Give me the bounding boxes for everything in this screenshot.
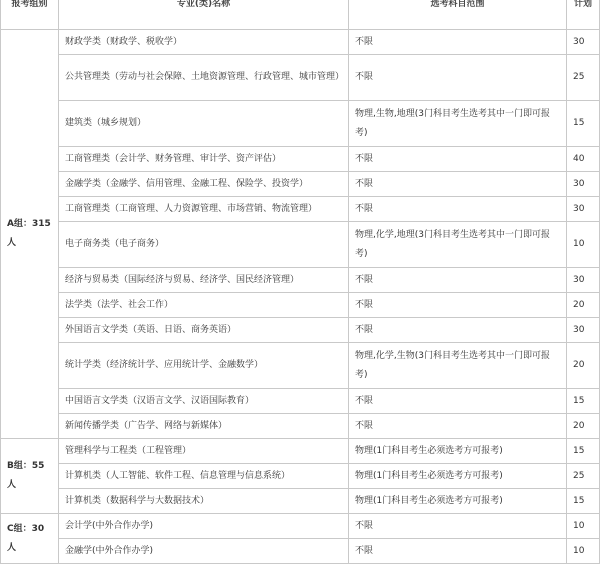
- table-row-subjects: 物理(1门科目考生必须选考方可报考): [349, 489, 567, 514]
- table-row-major: 工商管理类（工商管理、人力资源管理、市场营销、物流管理）: [59, 197, 349, 222]
- table-row-subjects: 物理,化学,生物(3门科目考生选考其中一门即可报考): [349, 343, 567, 389]
- table-row-major: 经济与贸易类（国际经济与贸易、经济学、国民经济管理）: [59, 268, 349, 293]
- table-row-subjects: 不限: [349, 55, 567, 101]
- table-row-major: 法学类（法学、社会工作）: [59, 293, 349, 318]
- table-row-major: 管理科学与工程类（工程管理）: [59, 439, 349, 464]
- table-row-subjects: 不限: [349, 414, 567, 439]
- table-row-subjects: 不限: [349, 147, 567, 172]
- table-row-major: 建筑类（城乡规划）: [59, 101, 349, 147]
- header-major: 专业(类)名称: [59, 0, 349, 30]
- table-row-subjects: 不限: [349, 268, 567, 293]
- table-row-major: 电子商务类（电子商务）: [59, 222, 349, 268]
- table-row-subjects: 不限: [349, 514, 567, 539]
- table-row-subjects: 物理(1门科目考生必须选考方可报考): [349, 439, 567, 464]
- table-row-subjects: 不限: [349, 30, 567, 55]
- table-row-plan: 30: [567, 172, 600, 197]
- table-row-major: 中国语言文学类（汉语言文学、汉语国际教育）: [59, 389, 349, 414]
- group-c-label: C组：30人: [1, 514, 59, 564]
- table-row-plan: 20: [567, 343, 600, 389]
- table-row-plan: 15: [567, 489, 600, 514]
- group-b-label: B组：55人: [1, 439, 59, 514]
- group-a-label: A组：315人: [1, 30, 59, 439]
- table-row-plan: 30: [567, 268, 600, 293]
- table-row-plan: 10: [567, 514, 600, 539]
- table-row-subjects: 物理,生物,地理(3门科目考生选考其中一门即可报考): [349, 101, 567, 147]
- table-row-plan: 30: [567, 30, 600, 55]
- table-row-plan: 15: [567, 101, 600, 147]
- table-row-subjects: 不限: [349, 389, 567, 414]
- table-row-subjects: 不限: [349, 197, 567, 222]
- header-plan: 计划: [567, 0, 600, 30]
- table-row-major: 公共管理类（劳动与社会保障、土地资源管理、行政管理、城市管理）: [59, 55, 349, 101]
- table-row-major: 财政学类（财政学、税收学）: [59, 30, 349, 55]
- table-row-plan: 15: [567, 389, 600, 414]
- table-row-subjects: 物理(1门科目考生必须选考方可报考): [349, 464, 567, 489]
- table-row-plan: 40: [567, 147, 600, 172]
- table-row-major: 计算机类（人工智能、软件工程、信息管理与信息系统）: [59, 464, 349, 489]
- table-row-major: 金融学类（金融学、信用管理、金融工程、保险学、投资学）: [59, 172, 349, 197]
- table-row-major: 会计学(中外合作办学): [59, 514, 349, 539]
- table-row-plan: 15: [567, 439, 600, 464]
- table-row-plan: 10: [567, 222, 600, 268]
- table-row-subjects: 不限: [349, 539, 567, 564]
- table-row-plan: 20: [567, 414, 600, 439]
- table-row-major: 工商管理类（会计学、财务管理、审计学、资产评估）: [59, 147, 349, 172]
- table-row-subjects: 不限: [349, 293, 567, 318]
- table-row-plan: 30: [567, 197, 600, 222]
- table-row-plan: 10: [567, 539, 600, 564]
- table-row-major: 外国语言文学类（英语、日语、商务英语）: [59, 318, 349, 343]
- header-group: 报考组别: [1, 0, 59, 30]
- header-subjects: 选考科目范围: [349, 0, 567, 30]
- table-row-major: 金融学(中外合作办学): [59, 539, 349, 564]
- table-row-plan: 20: [567, 293, 600, 318]
- table-row-major: 新闻传播学类（广告学、网络与新媒体）: [59, 414, 349, 439]
- table-row-plan: 25: [567, 464, 600, 489]
- table-row-major: 统计学类（经济统计学、应用统计学、金融数学）: [59, 343, 349, 389]
- table-row-major: 计算机类（数据科学与大数据技术）: [59, 489, 349, 514]
- table-row-subjects: 物理,化学,地理(3门科目考生选考其中一门即可报考): [349, 222, 567, 268]
- table-row-plan: 25: [567, 55, 600, 101]
- table-row-subjects: 不限: [349, 318, 567, 343]
- table-row-subjects: 不限: [349, 172, 567, 197]
- table-row-plan: 30: [567, 318, 600, 343]
